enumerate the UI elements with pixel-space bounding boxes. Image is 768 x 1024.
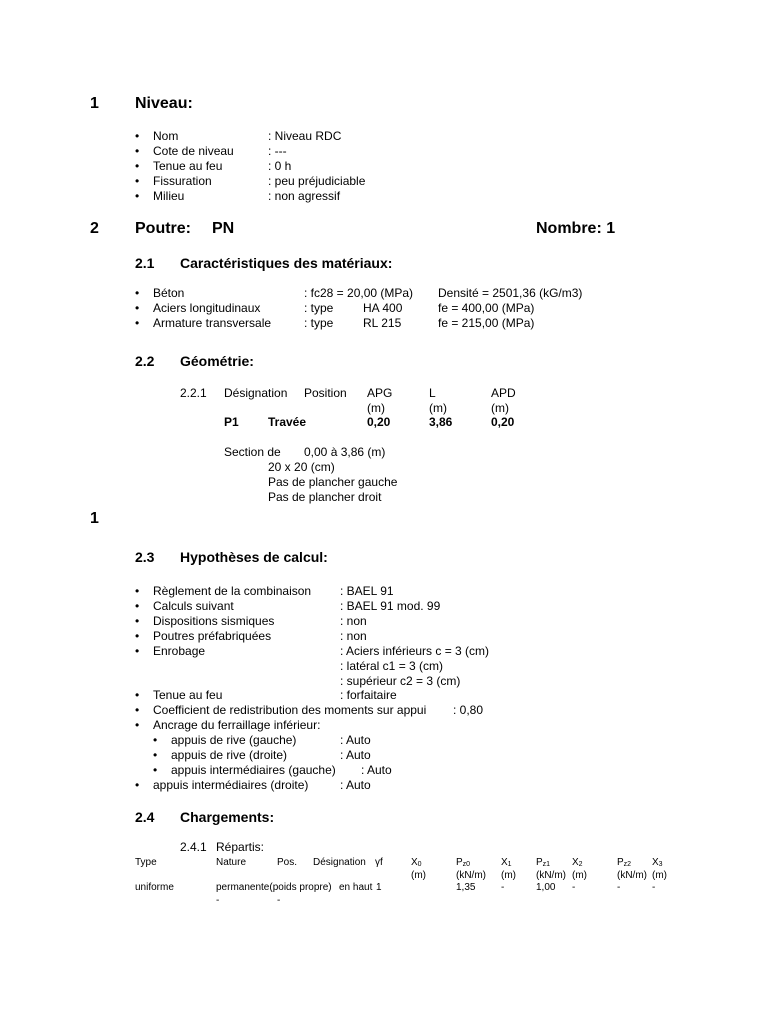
cell-wrap: - (216, 895, 220, 906)
cell-wrap: - (277, 895, 281, 906)
section-label: Section de (224, 445, 281, 459)
cell-apd: 0,20 (491, 415, 515, 429)
section-floor-right: Pas de plancher droit (268, 490, 382, 504)
beam-count: Nombre: 1 (536, 220, 616, 237)
hypothesis-label: • Dispositions sismiques (153, 614, 274, 629)
cell-nature: permanente(poids propre) (216, 882, 332, 893)
col-header-x2: $X_2$ (572, 857, 583, 868)
section-title: Niveau: (135, 95, 193, 112)
cell-pos: en haut (339, 882, 373, 893)
col-unit: (m) (411, 870, 426, 881)
sub-subsection-title: Répartis: (216, 840, 265, 854)
material-value: : fc28 = 20,00 (MPa) (304, 286, 414, 300)
hypothesis-label: • Coefficient de redistribution des moments sur appui (153, 703, 426, 718)
col-header-x0: $X_0$ (411, 857, 422, 868)
list-item-value: : --- (268, 144, 287, 158)
hypothesis-label: • appuis intermédiaires (droite) (153, 778, 308, 793)
col-header-nature: Nature (216, 857, 247, 868)
cell-position: Travée (268, 415, 307, 429)
material-value: : type (304, 316, 334, 330)
subsection-title: Hypothèses de calcul: (180, 549, 328, 565)
section-number: 1 (90, 95, 99, 112)
list-item-label: • Nom (153, 129, 178, 144)
hypothesis-sublabel: • appuis de rive (gauche) (171, 733, 296, 748)
material-label: • Aciers longitudinaux (153, 301, 260, 316)
hypothesis-label: • Calculs suivant (153, 599, 234, 614)
hypothesis-label: • Ancrage du ferraillage inférieur: (153, 718, 320, 733)
col-header-apd: APD (491, 386, 516, 400)
col-unit: (m) (491, 401, 509, 415)
material-type: HA 400 (363, 301, 403, 315)
cell-designation: P1 (224, 415, 239, 429)
hypothesis-label: • Poutres préfabriquées (153, 629, 271, 644)
section-title: Poutre: (135, 220, 191, 237)
hypothesis-value: : latéral c1 = 3 (cm) (340, 659, 444, 673)
col-unit: (m) (652, 870, 667, 881)
sub-subsection-number: 2.4.1 (180, 840, 207, 854)
section-dimensions: 20 x 20 (cm) (268, 460, 335, 474)
col-unit: (m) (429, 401, 447, 415)
col-unit: (m) (572, 870, 587, 881)
list-item-label: • Tenue au feu (153, 159, 222, 174)
col-header-pz0: $P_{z0}$ (456, 857, 471, 868)
col-header-pz2: $P_{z2}$ (617, 857, 632, 868)
cell-x1: - (501, 882, 505, 893)
hypothesis-label: • Tenue au feu (153, 688, 222, 703)
cell-pz1: 1,00 (536, 882, 556, 893)
hypothesis-label: • Enrobage (153, 644, 205, 659)
col-header-pz1: $P_{z1}$ (536, 857, 551, 868)
col-header-x1: $X_1$ (501, 857, 512, 868)
hypothesis-label: • Règlement de la combinaison (153, 584, 311, 599)
beam-name: PN (212, 220, 235, 237)
col-unit: (kN/m) (617, 870, 647, 881)
list-item-value: : non agressif (268, 189, 341, 203)
col-unit: (kN/m) (536, 870, 566, 881)
cell-x2: - (572, 882, 576, 893)
cell-apg: 0,20 (367, 415, 391, 429)
hypothesis-value: : supérieur c2 = 3 (cm) (340, 674, 461, 688)
col-unit: (m) (501, 870, 516, 881)
list-item-label: • Milieu (153, 189, 184, 204)
hypothesis-value: : Auto (340, 748, 371, 762)
subsection-title: Chargements: (180, 809, 275, 825)
material-value: : type (304, 301, 334, 315)
col-header-designation: Désignation (313, 857, 366, 868)
list-item-label: • Cote de niveau (153, 144, 234, 159)
col-header-apg: APG (367, 386, 393, 400)
cell-pz0: 1,35 (456, 882, 476, 893)
cell-designation: 1 (376, 882, 382, 893)
col-header-type: Type (135, 857, 157, 868)
list-item-value: : peu préjudiciable (268, 174, 366, 188)
hypothesis-value: : non (340, 614, 367, 628)
subsection-number: 2.2 (135, 353, 155, 369)
hypothesis-value: : Aciers inférieurs c = 3 (cm) (340, 644, 490, 658)
col-header-gamma: γf (375, 857, 383, 868)
sub-subsection-number: 2.2.1 (180, 386, 207, 400)
col-unit: (kN/m) (456, 870, 486, 881)
subsection-title: Caractéristiques des matériaux: (180, 255, 393, 271)
hypothesis-value: : 0,80 (453, 703, 484, 717)
cell-x3: - (652, 882, 656, 893)
material-density: Densité = 2501,36 (kG/m3) (438, 286, 583, 300)
section-range: 0,00 à 3,86 (m) (304, 445, 386, 459)
section-number: 2 (90, 220, 99, 237)
material-label: • Armature transversale (153, 316, 271, 331)
section-floor-left: Pas de plancher gauche (268, 475, 398, 489)
col-header-x3: $X_3$ (652, 857, 663, 868)
subsection-number: 2.4 (135, 809, 155, 825)
col-header-l: L (429, 386, 436, 400)
hypothesis-value: : Auto (340, 778, 371, 792)
subsection-number: 2.1 (135, 255, 155, 271)
material-fe: fe = 215,00 (MPa) (438, 316, 535, 330)
col-header-position: Position (304, 386, 347, 400)
col-header-pos: Pos. (277, 857, 298, 868)
hypothesis-sublabel: • appuis de rive (droite) (171, 748, 287, 763)
subsection-title: Géométrie: (180, 353, 254, 369)
hypothesis-value: : Auto (340, 733, 371, 747)
hypothesis-value: : forfaitaire (340, 688, 397, 702)
list-item-label: • Fissuration (153, 174, 212, 189)
hypothesis-value: : non (340, 629, 367, 643)
col-unit: (m) (367, 401, 385, 415)
hypothesis-value: : BAEL 91 (340, 584, 394, 598)
material-label: • Béton (153, 286, 184, 301)
cell-type: uniforme (135, 882, 174, 893)
hypothesis-value: : Auto (361, 763, 392, 777)
cell-pz2: - (617, 882, 621, 893)
list-item-value: : 0 h (268, 159, 292, 173)
material-type: RL 215 (363, 316, 402, 330)
hypothesis-sublabel: • appuis intermédiaires (gauche) (171, 763, 336, 778)
list-item-value: : Niveau RDC (268, 129, 342, 143)
cell-l: 3,86 (429, 415, 453, 429)
section-number: 1 (90, 510, 99, 527)
subsection-number: 2.3 (135, 549, 155, 565)
material-fe: fe = 400,00 (MPa) (438, 301, 535, 315)
col-header-designation: Désignation (224, 386, 288, 400)
hypothesis-value: : BAEL 91 mod. 99 (340, 599, 441, 613)
